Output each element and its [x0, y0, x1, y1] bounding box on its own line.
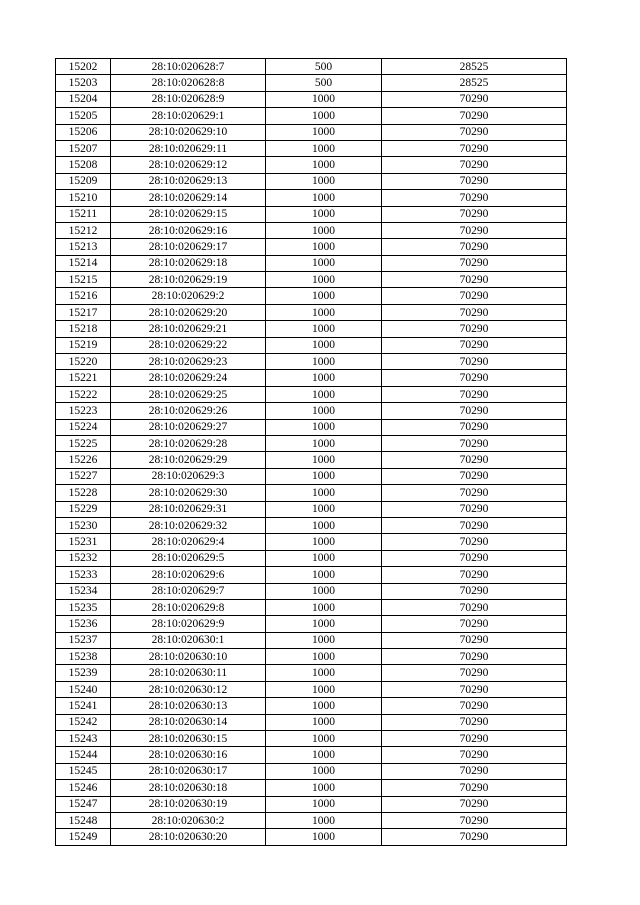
cadastral-number-cell: 28:10:020629:18	[111, 255, 266, 271]
area-cell: 1000	[266, 583, 382, 599]
cadastral-number-cell: 28:10:020630:10	[111, 649, 266, 665]
table-row	[56, 534, 567, 550]
value-cell: 70290	[382, 796, 567, 812]
table-row	[56, 616, 567, 632]
cadastral-number-cell: 28:10:020629:20	[111, 304, 266, 320]
table-row	[56, 403, 567, 419]
table-row	[56, 140, 567, 156]
value-cell: 70290	[382, 337, 567, 353]
table-row	[56, 468, 567, 484]
value-cell: 70290	[382, 272, 567, 288]
cadastral-number-cell: 28:10:020629:2	[111, 288, 266, 304]
area-cell: 1000	[266, 698, 382, 714]
area-cell: 1000	[266, 91, 382, 107]
area-cell: 1000	[266, 567, 382, 583]
row-number-cell: 15210	[56, 190, 111, 206]
row-number-cell: 15241	[56, 698, 111, 714]
value-cell: 70290	[382, 370, 567, 386]
value-cell: 70290	[382, 698, 567, 714]
row-number-cell: 15247	[56, 796, 111, 812]
row-number-cell: 15248	[56, 812, 111, 828]
table-row	[56, 75, 567, 91]
area-cell: 1000	[266, 468, 382, 484]
value-cell: 70290	[382, 485, 567, 501]
cadastral-number-cell: 28:10:020628:7	[111, 59, 266, 75]
value-cell: 70290	[382, 403, 567, 419]
area-cell: 1000	[266, 222, 382, 238]
table-row	[56, 288, 567, 304]
cadastral-number-cell: 28:10:020629:10	[111, 124, 266, 140]
value-cell: 70290	[382, 583, 567, 599]
table-row	[56, 681, 567, 697]
cadastral-number-cell: 28:10:020630:13	[111, 698, 266, 714]
table-row	[56, 108, 567, 124]
area-cell: 1000	[266, 599, 382, 615]
table-row	[56, 567, 567, 583]
area-cell: 1000	[266, 812, 382, 828]
row-number-cell: 15245	[56, 763, 111, 779]
row-number-cell: 15209	[56, 173, 111, 189]
cadastral-number-cell: 28:10:020629:30	[111, 485, 266, 501]
value-cell: 70290	[382, 124, 567, 140]
table-row	[56, 354, 567, 370]
row-number-cell: 15228	[56, 485, 111, 501]
cadastral-number-cell: 28:10:020628:9	[111, 91, 266, 107]
row-number-cell: 15246	[56, 780, 111, 796]
row-number-cell: 15213	[56, 239, 111, 255]
table-row	[56, 501, 567, 517]
cadastral-number-cell: 28:10:020629:19	[111, 272, 266, 288]
area-cell: 1000	[266, 337, 382, 353]
value-cell: 70290	[382, 173, 567, 189]
cadastral-number-cell: 28:10:020630:18	[111, 780, 266, 796]
value-cell: 70290	[382, 190, 567, 206]
row-number-cell: 15239	[56, 665, 111, 681]
value-cell: 70290	[382, 517, 567, 533]
value-cell: 70290	[382, 550, 567, 566]
table-row	[56, 731, 567, 747]
row-number-cell: 15244	[56, 747, 111, 763]
row-number-cell: 15233	[56, 567, 111, 583]
row-number-cell: 15230	[56, 517, 111, 533]
area-cell: 1000	[266, 534, 382, 550]
area-cell: 1000	[266, 288, 382, 304]
area-cell: 1000	[266, 239, 382, 255]
row-number-cell: 15234	[56, 583, 111, 599]
area-cell: 1000	[266, 796, 382, 812]
row-number-cell: 15215	[56, 272, 111, 288]
table-row	[56, 747, 567, 763]
table-row	[56, 435, 567, 451]
row-number-cell: 15218	[56, 321, 111, 337]
cadastral-number-cell: 28:10:020629:28	[111, 435, 266, 451]
table-row	[56, 698, 567, 714]
value-cell: 70290	[382, 567, 567, 583]
table-row	[56, 206, 567, 222]
area-cell: 1000	[266, 435, 382, 451]
cadastral-number-cell: 28:10:020629:27	[111, 419, 266, 435]
area-cell: 1000	[266, 731, 382, 747]
area-cell: 1000	[266, 354, 382, 370]
cadastral-number-cell: 28:10:020629:29	[111, 452, 266, 468]
area-cell: 1000	[266, 419, 382, 435]
table-row	[56, 550, 567, 566]
value-cell: 70290	[382, 288, 567, 304]
value-cell: 70290	[382, 616, 567, 632]
cadastral-number-cell: 28:10:020629:22	[111, 337, 266, 353]
area-cell: 1000	[266, 632, 382, 648]
table-row	[56, 173, 567, 189]
table-row	[56, 419, 567, 435]
cadastral-number-cell: 28:10:020629:26	[111, 403, 266, 419]
row-number-cell: 15235	[56, 599, 111, 615]
area-cell: 1000	[266, 501, 382, 517]
cadastral-number-cell: 28:10:020629:1	[111, 108, 266, 124]
row-number-cell: 15242	[56, 714, 111, 730]
row-number-cell: 15207	[56, 140, 111, 156]
cadastral-number-cell: 28:10:020629:3	[111, 468, 266, 484]
row-number-cell: 15225	[56, 435, 111, 451]
value-cell: 70290	[382, 599, 567, 615]
cadastral-number-cell: 28:10:020630:17	[111, 763, 266, 779]
area-cell: 1000	[266, 763, 382, 779]
value-cell: 70290	[382, 108, 567, 124]
row-number-cell: 15203	[56, 75, 111, 91]
cadastral-number-cell: 28:10:020629:21	[111, 321, 266, 337]
cadastral-number-cell: 28:10:020629:7	[111, 583, 266, 599]
cadastral-number-cell: 28:10:020630:16	[111, 747, 266, 763]
value-cell: 70290	[382, 747, 567, 763]
row-number-cell: 15249	[56, 829, 111, 845]
value-cell: 70290	[382, 419, 567, 435]
cadastral-number-cell: 28:10:020629:6	[111, 567, 266, 583]
value-cell: 70290	[382, 681, 567, 697]
cadastral-number-cell: 28:10:020629:23	[111, 354, 266, 370]
area-cell: 1000	[266, 747, 382, 763]
row-number-cell: 15219	[56, 337, 111, 353]
value-cell: 28525	[382, 59, 567, 75]
cadastral-number-cell: 28:10:020629:14	[111, 190, 266, 206]
table-row	[56, 829, 567, 845]
area-cell: 1000	[266, 321, 382, 337]
table-row	[56, 337, 567, 353]
row-number-cell: 15229	[56, 501, 111, 517]
value-cell: 70290	[382, 157, 567, 173]
value-cell: 70290	[382, 140, 567, 156]
cadastral-number-cell: 28:10:020630:14	[111, 714, 266, 730]
table-row	[56, 632, 567, 648]
cadastral-number-cell: 28:10:020629:17	[111, 239, 266, 255]
row-number-cell: 15222	[56, 386, 111, 402]
table-row	[56, 599, 567, 615]
row-number-cell: 15205	[56, 108, 111, 124]
table-row	[56, 239, 567, 255]
table-row	[56, 485, 567, 501]
row-number-cell: 15227	[56, 468, 111, 484]
area-cell: 1000	[266, 403, 382, 419]
area-cell: 1000	[266, 780, 382, 796]
table-row	[56, 222, 567, 238]
value-cell: 70290	[382, 534, 567, 550]
area-cell: 1000	[266, 304, 382, 320]
cadastral-number-cell: 28:10:020629:5	[111, 550, 266, 566]
value-cell: 70290	[382, 780, 567, 796]
cadastral-number-cell: 28:10:020630:1	[111, 632, 266, 648]
table-row	[56, 517, 567, 533]
table-row	[56, 124, 567, 140]
table-row	[56, 812, 567, 828]
value-cell: 70290	[382, 812, 567, 828]
row-number-cell: 15224	[56, 419, 111, 435]
area-cell: 1000	[266, 829, 382, 845]
table-row	[56, 714, 567, 730]
row-number-cell: 15214	[56, 255, 111, 271]
value-cell: 70290	[382, 239, 567, 255]
cadastral-number-cell: 28:10:020629:32	[111, 517, 266, 533]
table-row	[56, 304, 567, 320]
row-number-cell: 15223	[56, 403, 111, 419]
table-row	[56, 649, 567, 665]
area-cell: 1000	[266, 272, 382, 288]
cadastral-number-cell: 28:10:020630:12	[111, 681, 266, 697]
cadastral-number-cell: 28:10:020629:16	[111, 222, 266, 238]
value-cell: 70290	[382, 91, 567, 107]
cadastral-number-cell: 28:10:020630:15	[111, 731, 266, 747]
value-cell: 70290	[382, 354, 567, 370]
table-row	[56, 91, 567, 107]
cadastral-number-cell: 28:10:020630:20	[111, 829, 266, 845]
value-cell: 70290	[382, 632, 567, 648]
area-cell: 1000	[266, 206, 382, 222]
table-row	[56, 780, 567, 796]
cadastral-number-cell: 28:10:020629:4	[111, 534, 266, 550]
table-body	[56, 59, 567, 846]
area-cell: 1000	[266, 714, 382, 730]
row-number-cell: 15231	[56, 534, 111, 550]
cadastral-number-cell: 28:10:020629:24	[111, 370, 266, 386]
value-cell: 70290	[382, 763, 567, 779]
cadastral-number-cell: 28:10:020630:19	[111, 796, 266, 812]
area-cell: 1000	[266, 190, 382, 206]
area-cell: 1000	[266, 616, 382, 632]
cadastral-number-cell: 28:10:020628:8	[111, 75, 266, 91]
value-cell: 70290	[382, 829, 567, 845]
row-number-cell: 15226	[56, 452, 111, 468]
row-number-cell: 15204	[56, 91, 111, 107]
row-number-cell: 15240	[56, 681, 111, 697]
row-number-cell: 15238	[56, 649, 111, 665]
cadastral-number-cell: 28:10:020629:9	[111, 616, 266, 632]
cadastral-number-cell: 28:10:020629:31	[111, 501, 266, 517]
cadastral-number-cell: 28:10:020629:11	[111, 140, 266, 156]
value-cell: 70290	[382, 386, 567, 402]
area-cell: 1000	[266, 681, 382, 697]
value-cell: 28525	[382, 75, 567, 91]
row-number-cell: 15208	[56, 157, 111, 173]
table-row	[56, 255, 567, 271]
table-row	[56, 583, 567, 599]
row-number-cell: 15211	[56, 206, 111, 222]
row-number-cell: 15212	[56, 222, 111, 238]
area-cell: 1000	[266, 370, 382, 386]
value-cell: 70290	[382, 452, 567, 468]
value-cell: 70290	[382, 255, 567, 271]
row-number-cell: 15216	[56, 288, 111, 304]
value-cell: 70290	[382, 731, 567, 747]
area-cell: 1000	[266, 157, 382, 173]
value-cell: 70290	[382, 714, 567, 730]
area-cell: 1000	[266, 140, 382, 156]
value-cell: 70290	[382, 206, 567, 222]
cadastral-number-cell: 28:10:020629:25	[111, 386, 266, 402]
table-row	[56, 157, 567, 173]
row-number-cell: 15220	[56, 354, 111, 370]
area-cell: 1000	[266, 485, 382, 501]
table-row	[56, 452, 567, 468]
table-row	[56, 59, 567, 75]
table-row	[56, 370, 567, 386]
value-cell: 70290	[382, 649, 567, 665]
row-number-cell: 15232	[56, 550, 111, 566]
cadastral-number-cell: 28:10:020629:8	[111, 599, 266, 615]
value-cell: 70290	[382, 501, 567, 517]
area-cell: 1000	[266, 517, 382, 533]
cadastral-number-cell: 28:10:020630:2	[111, 812, 266, 828]
area-cell: 1000	[266, 550, 382, 566]
row-number-cell: 15237	[56, 632, 111, 648]
value-cell: 70290	[382, 304, 567, 320]
table-row	[56, 665, 567, 681]
area-cell: 1000	[266, 452, 382, 468]
cadastral-number-cell: 28:10:020629:13	[111, 173, 266, 189]
row-number-cell: 15221	[56, 370, 111, 386]
area-cell: 500	[266, 59, 382, 75]
row-number-cell: 15206	[56, 124, 111, 140]
area-cell: 1000	[266, 255, 382, 271]
row-number-cell: 15217	[56, 304, 111, 320]
value-cell: 70290	[382, 435, 567, 451]
area-cell: 1000	[266, 124, 382, 140]
table-row	[56, 321, 567, 337]
cadastral-number-cell: 28:10:020629:15	[111, 206, 266, 222]
area-cell: 500	[266, 75, 382, 91]
area-cell: 1000	[266, 386, 382, 402]
cadastral-number-cell: 28:10:020630:11	[111, 665, 266, 681]
area-cell: 1000	[266, 108, 382, 124]
table-row	[56, 272, 567, 288]
value-cell: 70290	[382, 468, 567, 484]
table-row	[56, 386, 567, 402]
row-number-cell: 15202	[56, 59, 111, 75]
row-number-cell: 15243	[56, 731, 111, 747]
cadastral-number-cell: 28:10:020629:12	[111, 157, 266, 173]
land-plot-table	[55, 58, 567, 846]
table-row	[56, 190, 567, 206]
area-cell: 1000	[266, 665, 382, 681]
table-row	[56, 763, 567, 779]
area-cell: 1000	[266, 649, 382, 665]
table-row	[56, 796, 567, 812]
value-cell: 70290	[382, 665, 567, 681]
value-cell: 70290	[382, 222, 567, 238]
value-cell: 70290	[382, 321, 567, 337]
area-cell: 1000	[266, 173, 382, 189]
row-number-cell: 15236	[56, 616, 111, 632]
